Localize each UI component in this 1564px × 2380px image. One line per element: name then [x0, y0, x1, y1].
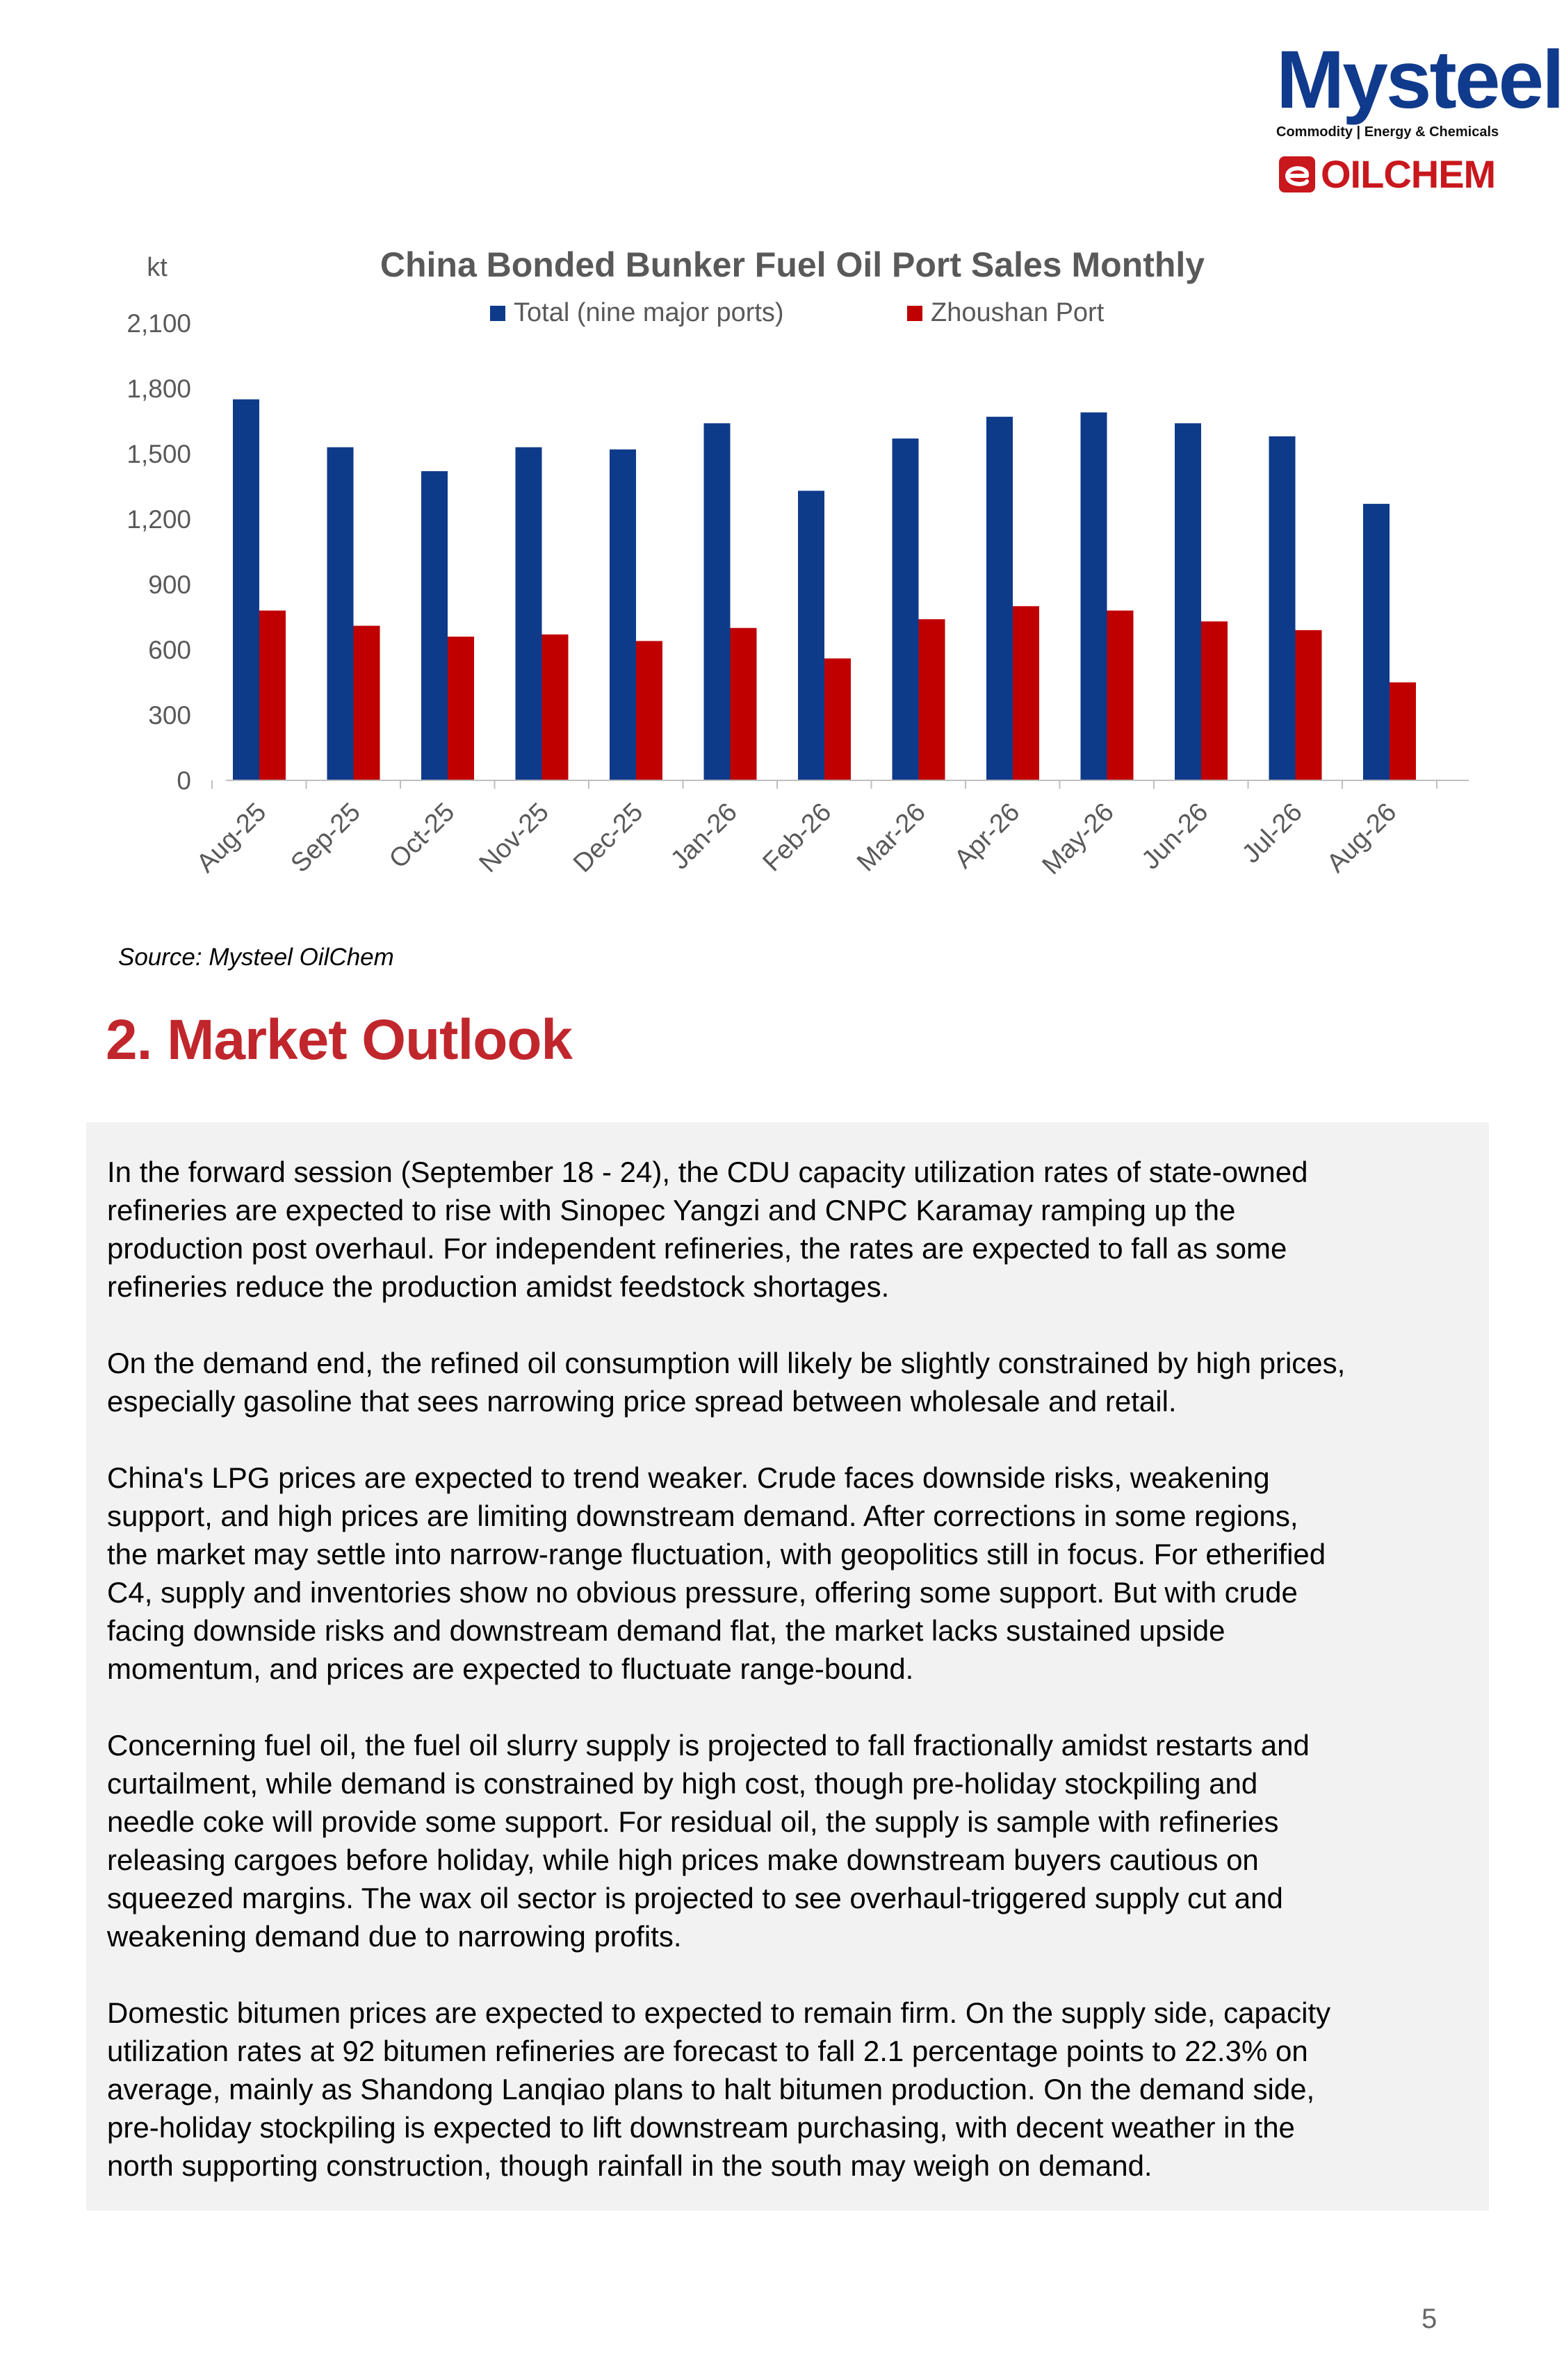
legend-swatch-1	[907, 306, 922, 321]
bar-zhoushan-Aug-25	[259, 611, 286, 780]
logo-sub-brand	[1279, 154, 1495, 195]
x-tick-label: Sep-25	[285, 797, 366, 879]
bar-zhoushan-Jul-26	[1296, 630, 1322, 780]
bar-zhoushan-Oct-25	[448, 637, 474, 780]
x-axis	[191, 780, 1469, 880]
bar-zhoushan-Dec-25	[636, 641, 662, 780]
y-axis	[127, 309, 191, 795]
bunker-sales-chart	[97, 247, 1515, 914]
bar-total-May-26	[1081, 412, 1107, 780]
y-axis-label: kt	[147, 253, 168, 282]
y-tick-label: 0	[177, 766, 191, 795]
market-outlook-box	[86, 1122, 1489, 2210]
logo-brand: Mysteel	[1276, 34, 1563, 126]
logo-sub-brand-text: OILCHEM	[1321, 152, 1496, 196]
x-tick-label: Aug-25	[191, 797, 272, 879]
y-tick-label: 1,800	[127, 375, 191, 403]
x-tick-label: Jun-26	[1136, 797, 1214, 876]
bar-zhoushan-May-26	[1107, 611, 1134, 780]
chart-legend	[490, 298, 1105, 327]
bar-zhoushan-Aug-26	[1390, 682, 1416, 780]
legend-label-1: Zhoushan Port	[931, 298, 1105, 327]
bar-zhoushan-Apr-26	[1013, 606, 1039, 780]
y-tick-label: 900	[148, 571, 191, 599]
bar-total-Aug-25	[233, 400, 259, 780]
bar-chart-svg	[97, 247, 1515, 914]
bar-total-Jul-26	[1269, 436, 1296, 780]
x-tick-label: Dec-25	[568, 797, 649, 878]
x-tick-label: Apr-26	[949, 797, 1026, 875]
x-tick-label: Mar-26	[852, 797, 931, 878]
bar-total-Sep-25	[327, 448, 354, 780]
chart-title: China Bonded Bunker Fuel Oil Port Sales Monthly	[380, 247, 1205, 284]
outlook-paragraph-lpg: China's LPG prices are expected to trend weaker. Crude faces downside risks, weakening support, and high prices are limiting downstream demand. After corrections in some regions, the market may settle into narrow-range fluctuation, with geopolitics still in focus. For etherified C4, supply and inventories show no obvious pressure, offering some support. But with crude facing downside risks and downstream demand flat, the market lacks sustained upside momentum, and prices are expected to fluctuate range-bound.	[107, 1461, 1326, 1685]
bar-total-Apr-26	[986, 417, 1013, 780]
bar-zhoushan-Jan-26	[731, 628, 757, 780]
bar-zhoushan-Sep-25	[354, 626, 380, 780]
bar-total-Feb-26	[798, 491, 824, 780]
bar-zhoushan-Mar-26	[919, 619, 945, 780]
company-logo	[1265, 34, 1563, 205]
x-tick-label: May-26	[1036, 797, 1120, 880]
legend-swatch-0	[490, 306, 505, 321]
bar-total-Jun-26	[1175, 423, 1201, 780]
x-tick-label: Oct-25	[384, 797, 461, 875]
x-tick-label: Nov-25	[473, 797, 555, 878]
outlook-paragraph-refinery: In the forward session (September 18 - 24), the CDU capacity utilization rates of state-owned refineries are expected to rise with Sinopec Yangzi and CNPC Karamay ramping up the production post overhaul. For independent refineries, the rates are expected to fall as some refineries reduce the production amidst feedstock shortages.	[107, 1156, 1308, 1303]
y-tick-label: 600	[148, 636, 191, 664]
bar-total-Jan-26	[704, 423, 731, 780]
section-title: 2. Market Outlook	[106, 1008, 573, 1072]
x-tick-label: Jul-26	[1236, 797, 1308, 869]
page-number: 5	[1422, 2304, 1437, 2334]
bar-total-Aug-26	[1363, 504, 1390, 780]
bar-zhoushan-Jun-26	[1201, 621, 1228, 780]
bar-total-Oct-25	[421, 471, 448, 780]
outlook-paragraph-bitumen: Domestic bitumen prices are expected to expected to remain firm. On the supply side, capacity utilization rates at 92 bitumen refineries are forecast to fall 2.1 percentage points to 22.3% on average, mainly as Shandong Lanqiao plans to halt bitumen production. On the demand side, pre-holiday stockpiling is expected to lift downstream purchasing, with decent weather in the north supporting construction, though rainfall in the south may weigh on demand.	[107, 1996, 1331, 2182]
x-tick-label: Feb-26	[757, 797, 838, 878]
x-tick-label: Jan-26	[665, 797, 743, 876]
y-tick-label: 2,100	[127, 309, 191, 338]
chart-source: Source: Mysteel OilChem	[118, 944, 394, 971]
bar-zhoushan-Feb-26	[824, 659, 851, 780]
y-tick-label: 300	[148, 701, 191, 730]
bar-zhoushan-Nov-25	[542, 634, 569, 780]
bar-total-Nov-25	[516, 448, 542, 780]
bar-total-Mar-26	[893, 438, 919, 780]
oilchem-mark-icon	[1279, 156, 1315, 192]
y-tick-label: 1,200	[127, 505, 191, 534]
bar-total-Dec-25	[610, 450, 636, 780]
y-tick-label: 1,500	[127, 440, 191, 468]
chart-bars	[233, 400, 1416, 780]
logo-tagline: Commodity | Energy & Chemicals	[1276, 124, 1499, 140]
outlook-paragraph-fuel-oil: Concerning fuel oil, the fuel oil slurry supply is projected to fall fractionally amidst restarts and curtailment, while demand is constrained by high cost, though pre-holiday stockpiling and needle coke will provide some support. For residual oil, the supply is sample with refineries releasing cargoes before holiday, while high prices make downstream buyers cautious on squeezed margins. The wax oil sector is projected to see overhaul-triggered supply cut and weakening demand due to narrowing profits.	[107, 1729, 1310, 1953]
legend-label-0: Total (nine major ports)	[514, 298, 784, 327]
x-tick-label: Aug-26	[1321, 797, 1403, 879]
outlook-paragraph-demand: On the demand end, the refined oil consumption will likely be slightly constrained by high prices, especially gasoline that sees narrowing price spread between wholesale and retail.	[107, 1347, 1346, 1418]
